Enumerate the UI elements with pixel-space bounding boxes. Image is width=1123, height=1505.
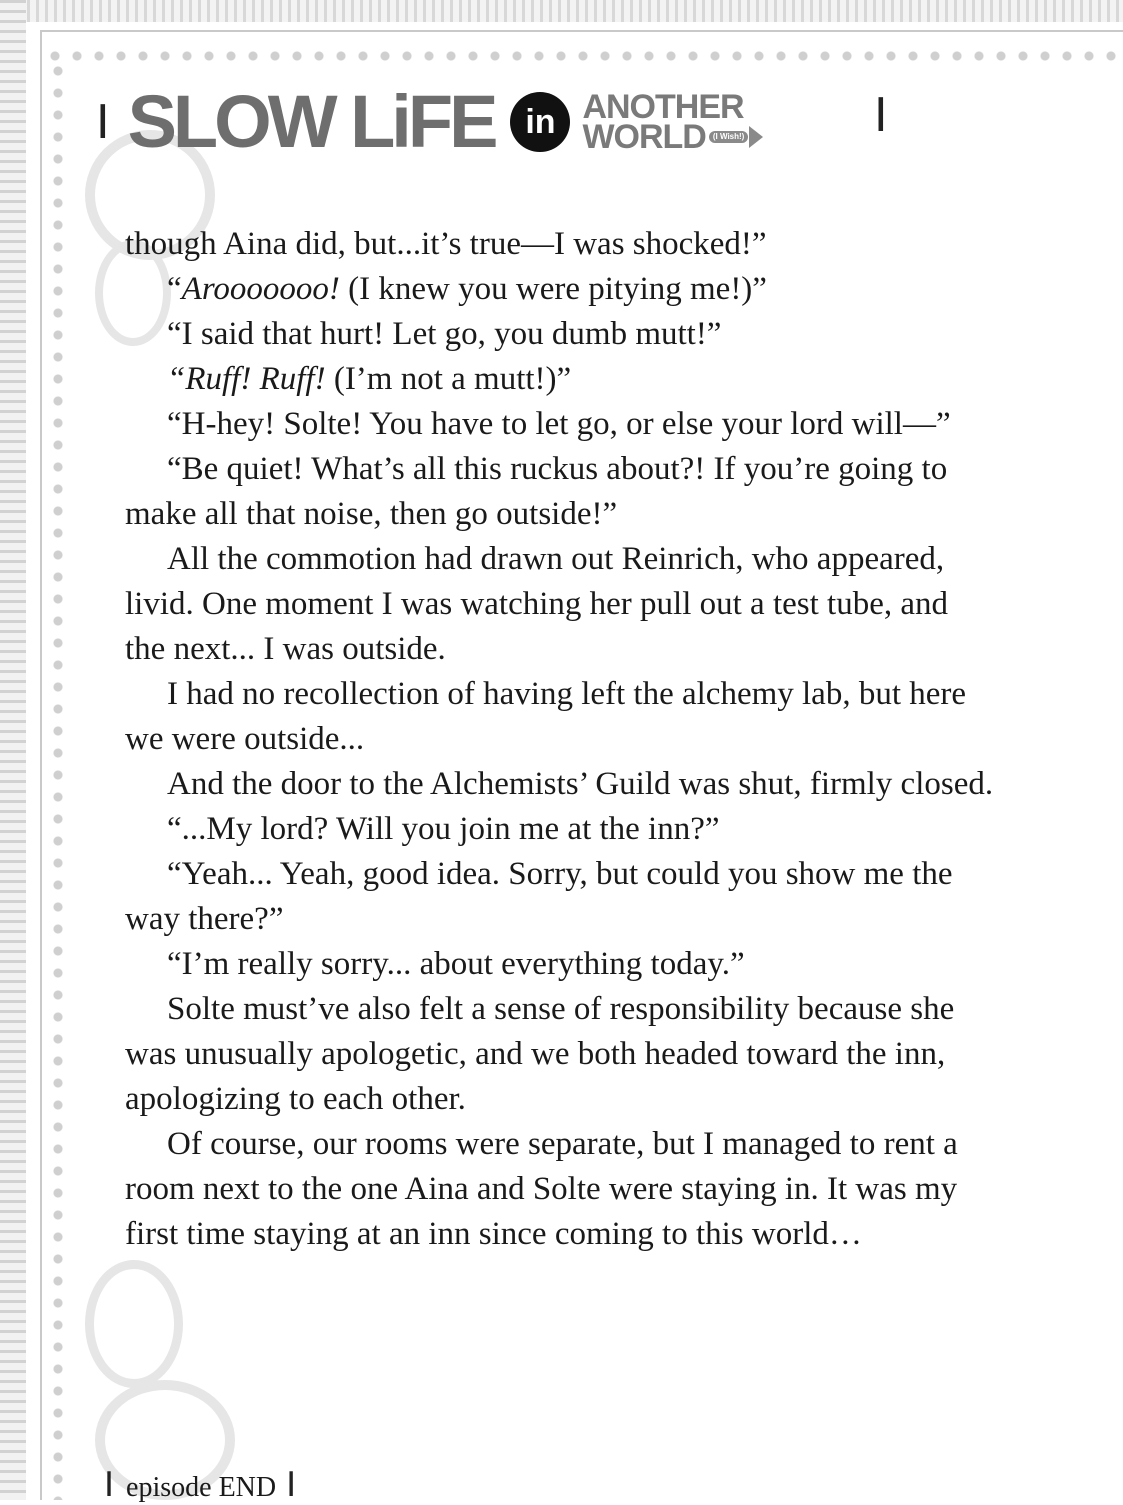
logo-world-row bbox=[582, 118, 763, 156]
paragraph: All the commotion had drawn out Reinrich, who appeared, livid. One moment I was watching her pull out a test tube, and the next... I was outside. bbox=[125, 541, 948, 667]
arrow-right-icon bbox=[749, 126, 763, 148]
bracket-right-icon: I bbox=[874, 88, 888, 142]
paragraph: Of course, our rooms were separate, but I managed to rent a room next to the one Aina and Solte were staying in. It was my first time staying at an inn since coming to this world… bbox=[125, 1126, 958, 1252]
paragraph: “Arooooooo! (I knew you were pitying me!)” bbox=[167, 271, 767, 307]
paragraph: “H-hey! Solte! You have to let go, or else your lord will—” bbox=[167, 406, 951, 442]
logo-subtitle bbox=[582, 88, 763, 156]
episode-end-label: episode END bbox=[126, 1472, 277, 1503]
logo-wish-tag: (I Wish!) bbox=[709, 131, 748, 143]
logo-title: SLOW LiFE bbox=[127, 80, 495, 163]
page-body-text bbox=[125, 222, 995, 1257]
scroll-ornament-icon bbox=[85, 1260, 183, 1388]
bracket-left-icon: I bbox=[96, 95, 110, 149]
paragraph: “Be quiet! What’s all this ruckus about?! If you’re going to make all that noise, then go outside!” bbox=[125, 451, 948, 532]
bracket-right-icon: I bbox=[286, 1465, 297, 1505]
italic-bark: “Ruff! Ruff! bbox=[167, 361, 326, 397]
paragraph bbox=[125, 357, 995, 402]
paragraph: And the door to the Alchemists’ Guild was shut, firmly closed. bbox=[167, 766, 994, 802]
diamond-pattern-left bbox=[46, 60, 70, 1500]
decorative-left-border bbox=[0, 0, 26, 1500]
paragraph: Solte must’ve also felt a sense of responsibility because she was unusually apologetic, and we both headed toward the inn, apologizing to each other. bbox=[125, 991, 955, 1117]
paragraph-rest: (I knew you were pitying me!)” bbox=[339, 271, 767, 307]
frame-line-left bbox=[40, 30, 42, 1500]
frame-line-top bbox=[40, 30, 1123, 32]
paragraph-rest: (I’m not a mutt!)” bbox=[325, 361, 572, 397]
episode-end-marker bbox=[104, 1462, 297, 1505]
diamond-pattern-top bbox=[44, 44, 1123, 68]
paragraph: though Aina did, but...it’s true—I was shocked!” bbox=[125, 226, 767, 262]
paragraph: “Yeah... Yeah, good idea. Sorry, but could you show me the way there?” bbox=[125, 856, 953, 937]
series-logo bbox=[96, 80, 888, 163]
paragraph: “...My lord? Will you join me at the inn?” bbox=[167, 811, 720, 847]
bracket-left-icon: I bbox=[104, 1465, 115, 1505]
logo-world: WORLD bbox=[582, 118, 706, 156]
paragraph: “I’m really sorry... about everything today.” bbox=[167, 946, 745, 982]
logo-another: ANOTHER bbox=[582, 88, 744, 126]
logo-in-badge: in bbox=[510, 92, 570, 152]
italic-howl: Arooooooo! bbox=[181, 271, 340, 307]
paragraph: I had no recollection of having left the alchemy lab, but here we were outside... bbox=[125, 676, 967, 757]
paragraph: “I said that hurt! Let go, you dumb mutt!” bbox=[167, 316, 722, 352]
decorative-top-border bbox=[0, 0, 1123, 22]
